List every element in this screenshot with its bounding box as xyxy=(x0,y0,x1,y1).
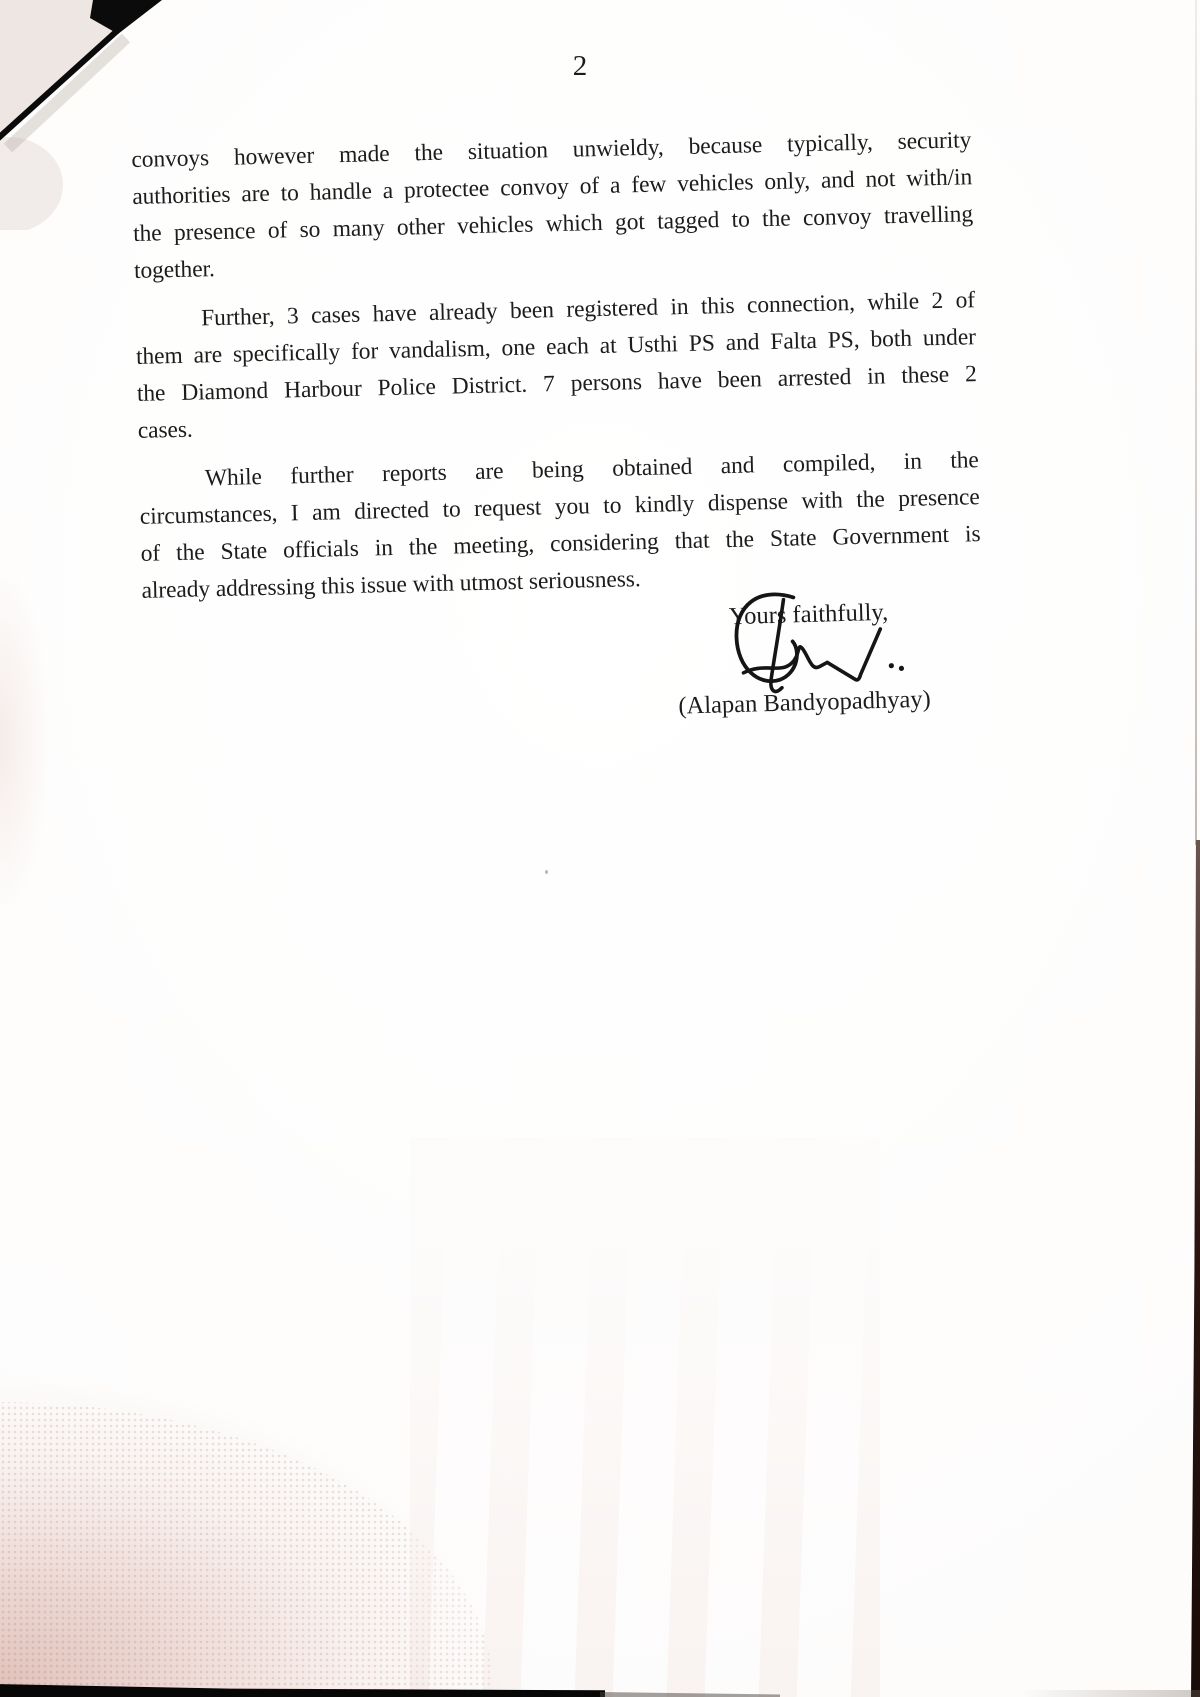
letter-body xyxy=(131,122,982,622)
paragraph-1 xyxy=(131,122,974,290)
page-number: 2 xyxy=(572,50,588,82)
right-page-edge-line xyxy=(1195,0,1197,845)
text-line: circumstances, I am directed to request you to kindly dispense with the presence xyxy=(139,484,980,530)
valediction: Yours faithfully, xyxy=(728,598,889,631)
text-line: While further reports are being obtained and compiled, in the xyxy=(204,447,980,492)
bottom-center-scan-streaks xyxy=(410,1137,880,1697)
text-line: the presence of so many other vehicles which got tagged to the convoy travelling xyxy=(132,201,974,247)
paragraph-2 xyxy=(135,282,978,450)
text-line: cases. xyxy=(137,416,193,444)
text-line: already addressing this issue with utmost seriousness. xyxy=(141,566,641,604)
scan-speck xyxy=(545,870,548,874)
folded-corner-artifact xyxy=(0,0,230,230)
text-line: together. xyxy=(133,256,216,284)
right-page-edge-shadow xyxy=(1191,840,1200,1697)
text-line: of the State officials in the meeting, considering that the State Government is xyxy=(140,521,981,567)
text-line: authorities are to handle a protectee convoy of a few vehicles only, and not with/in xyxy=(131,164,973,210)
text-line: convoys however made the situation unwieldy, because typically, security xyxy=(131,127,972,173)
left-edge-scan-streak xyxy=(0,500,85,980)
signatory-name: (Alapan Bandyopadhyay) xyxy=(678,685,932,720)
bottom-right-smudge xyxy=(1020,1690,1200,1697)
text-line: the Diamond Harbour Police District. 7 persons have been arrested in these 2 xyxy=(136,361,978,407)
text-line: them are specifically for vandalism, one each at Usthi PS and Falta PS, both under xyxy=(135,324,977,370)
text-line: Further, 3 cases have already been registered in this connection, while 2 of xyxy=(200,287,976,332)
